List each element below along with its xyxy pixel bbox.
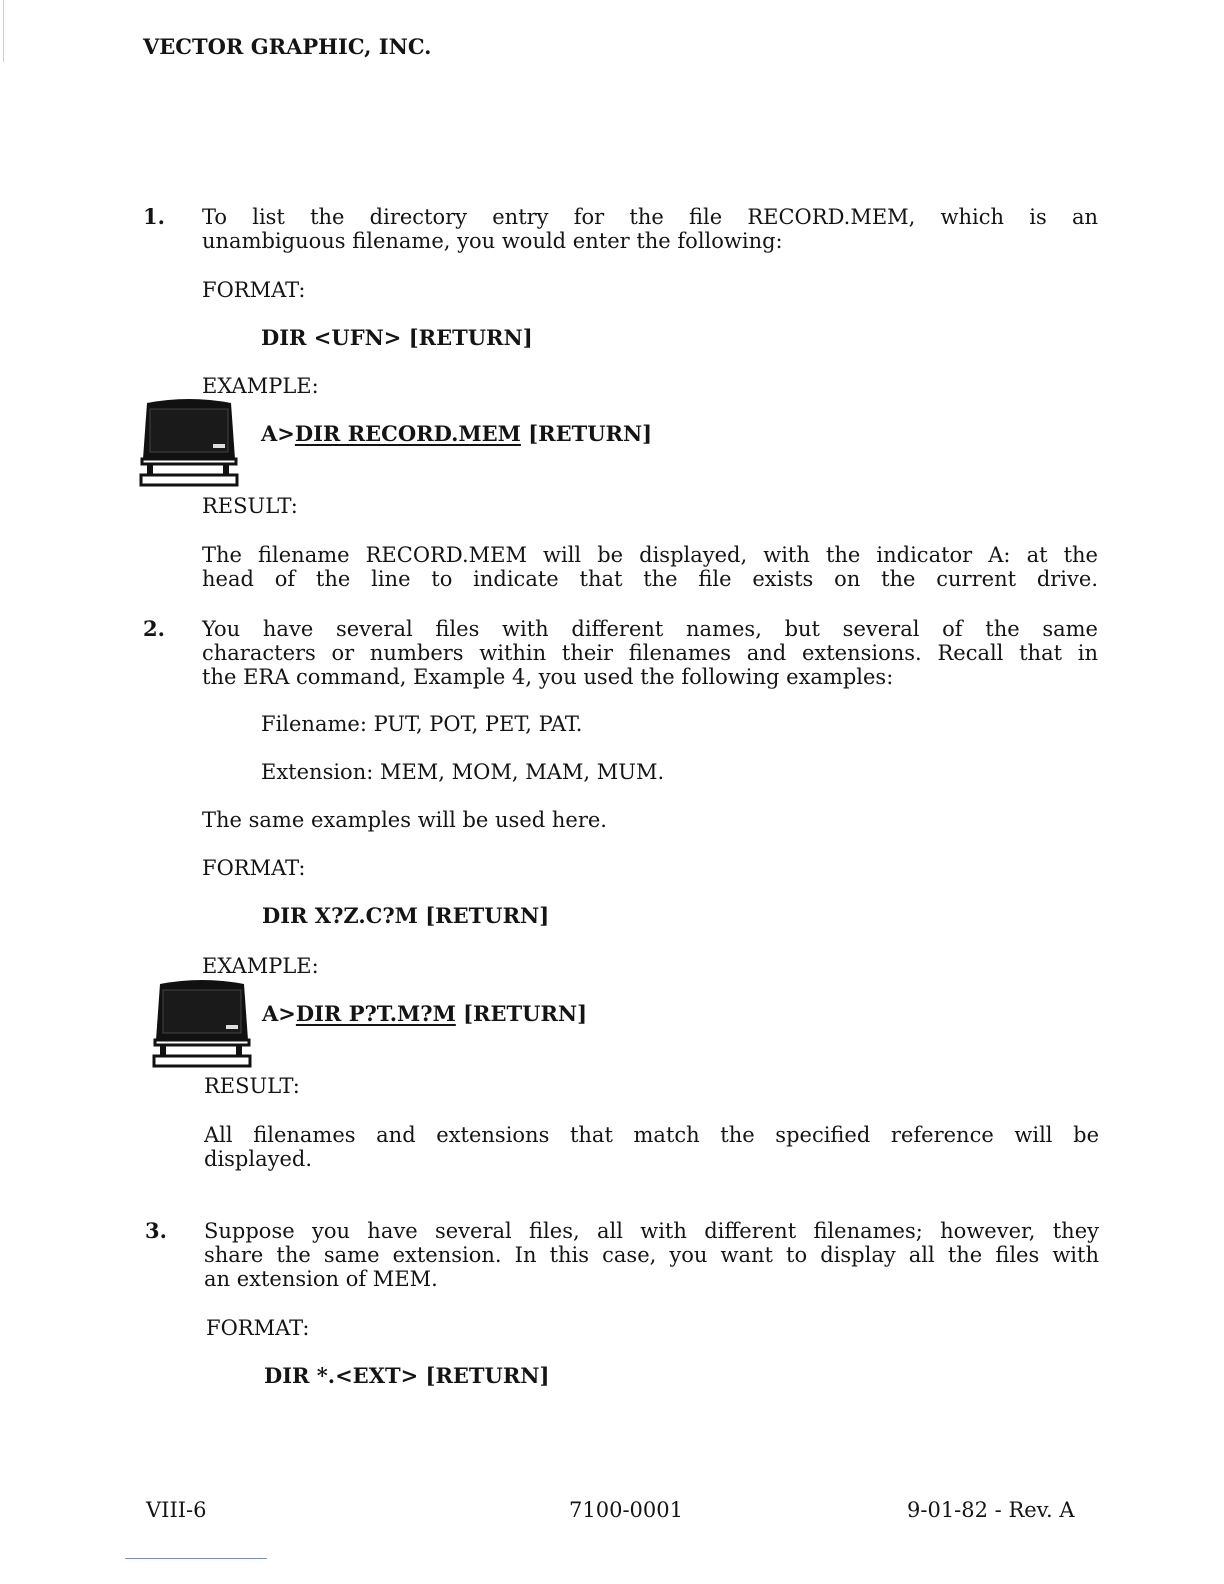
item-1-line: To list the directory entry for the file RECORD.MEM, which is an <box>202 205 1098 229</box>
prompt-1: A> <box>261 421 295 446</box>
example-line-1 <box>261 422 652 446</box>
format-label-2: FORMAT: <box>202 856 306 880</box>
item-2-line: the ERA command, Example 4, you used the following examples: <box>202 665 894 689</box>
result-text-2 <box>204 1123 1099 1171</box>
format-label-1: FORMAT: <box>202 278 306 302</box>
extension-examples: Extension: MEM, MOM, MAM, MUM. <box>261 760 665 784</box>
result-1-line: The filename RECORD.MEM will be displayed, with the indicator A: at the <box>202 543 1098 567</box>
return-key-2: [RETURN] <box>455 1001 588 1026</box>
format-command-3: DIR *.<EXT> [RETURN] <box>264 1363 550 1388</box>
result-label-1: RESULT: <box>202 494 298 518</box>
user-input-1: DIR RECORD.MEM <box>294 421 521 446</box>
item-2-intro <box>202 617 1098 689</box>
revision-date: 9-01-82 - Rev. A <box>907 1498 1075 1522</box>
item-3-line: share the same extension. In this case, you want to display all the files with <box>204 1243 1099 1267</box>
filename-examples: Filename: PUT, POT, PET, PAT. <box>261 712 583 736</box>
same-examples-note: The same examples will be used here. <box>202 808 607 832</box>
result-label-2: RESULT: <box>204 1074 300 1098</box>
item-3-line: an extension of MEM. <box>204 1267 438 1291</box>
example-label-2: EXAMPLE: <box>202 954 319 978</box>
document-number: 7100-0001 <box>569 1498 683 1522</box>
computer-terminal-icon <box>152 978 252 1070</box>
result-1-line: head of the line to indicate that the file exists on the current drive. <box>202 567 1098 591</box>
user-input-2: DIR P?T.M?M <box>295 1001 456 1026</box>
item-number-3: 3. <box>145 1218 167 1243</box>
company-header: VECTOR GRAPHIC, INC. <box>143 34 432 59</box>
item-number-1: 1. <box>143 204 165 229</box>
item-3-line: Suppose you have several files, all with different filenames; however, they <box>204 1219 1099 1243</box>
format-command-2: DIR X?Z.C?M [RETURN] <box>262 903 550 928</box>
item-number-2: 2. <box>143 616 165 641</box>
prompt-2: A> <box>262 1001 296 1026</box>
item-2-line: characters or numbers within their filenames and extensions. Recall that in <box>202 641 1098 665</box>
item-1-intro <box>202 205 1098 253</box>
footer-rule <box>125 1558 267 1559</box>
example-label-1: EXAMPLE: <box>202 374 319 398</box>
return-key-1: [RETURN] <box>520 421 653 446</box>
scan-edge-mark <box>3 0 4 62</box>
item-1-line: unambiguous filename, you would enter the following: <box>202 229 783 253</box>
page-number: VIII-6 <box>146 1498 207 1522</box>
result-2-line: All filenames and extensions that match the specified reference will be <box>204 1123 1099 1147</box>
computer-terminal-icon <box>139 397 239 489</box>
result-2-line: displayed. <box>204 1147 313 1171</box>
example-line-2 <box>262 1002 587 1026</box>
item-3-intro <box>204 1219 1099 1291</box>
format-command-1: DIR <UFN> [RETURN] <box>261 325 533 350</box>
format-label-3: FORMAT: <box>206 1316 310 1340</box>
result-text-1 <box>202 543 1098 591</box>
item-2-line: You have several files with different names, but several of the same <box>202 617 1098 641</box>
